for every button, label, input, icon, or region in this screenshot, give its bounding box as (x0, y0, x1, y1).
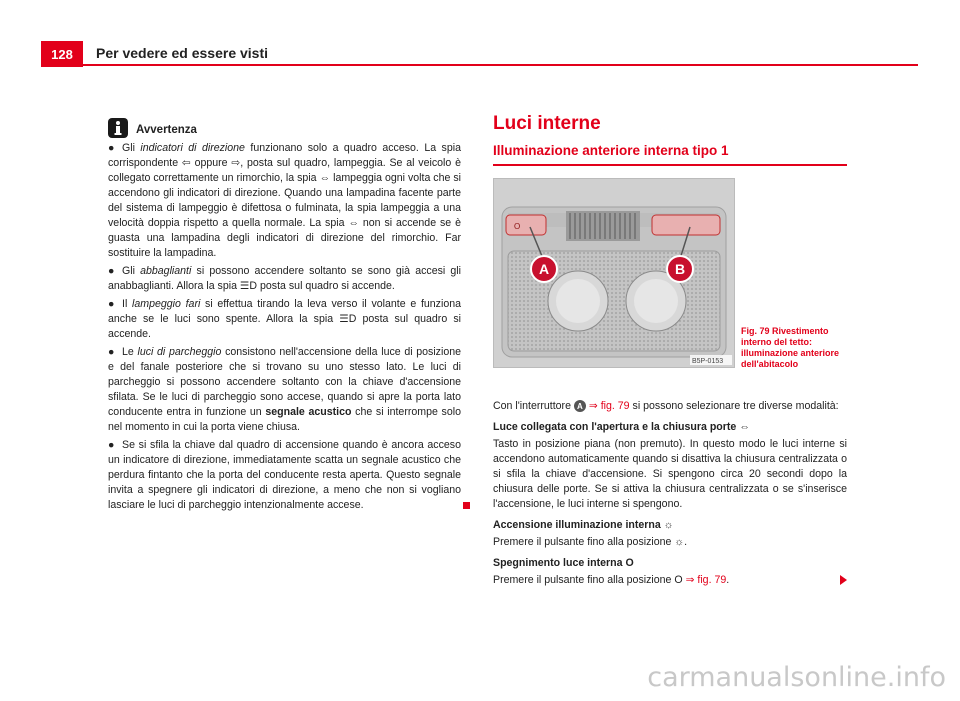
svg-text:A: A (538, 261, 550, 277)
intro-paragraph: Con l'interruttore A ⇒ fig. 79 si possono selezionare tre diverse modalità: (493, 400, 839, 412)
section-title: Luci interne (493, 113, 601, 134)
note-bullet: ● Gli abbaglianti si possono accendere soltanto se sono già accesi gli anabbaglianti. Allora la spia ☰D posta sul quadro si accende. (108, 265, 461, 292)
mode-title: Luce collegata con l'apertura e la chiusura porte ⇔ (493, 421, 750, 433)
svg-text:O: O (514, 222, 521, 231)
figure-link[interactable]: ⇒ fig. 79 (685, 574, 727, 586)
mode-text: Premere il pulsante fino alla posizione O ⇒ fig. 79. (493, 573, 847, 588)
mode-title: Spegnimento luce interna O (493, 557, 634, 569)
page-title: Per vedere ed essere visti (96, 45, 269, 61)
section-subtitle: Illuminazione anteriore interna tipo 1 (493, 143, 847, 166)
continue-arrow-icon (840, 575, 847, 585)
svg-text:B: B (674, 261, 686, 277)
note-header (108, 118, 461, 138)
figure-block (493, 178, 847, 393)
header-rule (83, 64, 918, 66)
mode-title: Accensione illuminazione interna ☼ (493, 519, 674, 531)
note-bullet: ● Il lampeggio fari si effettua tirando la leva verso il volante e funziona anche se le luci sono spente. Allora la spia ☰D posta sul quadro si accende. (108, 298, 461, 340)
ceiling-light-illustration (494, 179, 734, 367)
figure-caption: Fig. 79 Rivestimento interno del tetto: illuminazione anteriore dell'abitacolo (741, 326, 840, 369)
page-number: 128 (41, 41, 83, 67)
note-bullet: ● Gli indicatori di direzione funzionano solo a quadro acceso. La spia corrispondente ⇦ oppure ⇨, posta sul quadro, lampeggia. Se al veicolo è collegato correttamente un rimorchio, la spia ⇔ lampeggia ogni volta che si accendono gli indicatori di direzione. Quando una lampadina facente parte del sistema di lampeggio è difettosa o fulminata, la spia lampeggia a una velocità doppia rispetto a quella normale. La spia ⇔ non si accende se è guasta una lampadina degli indicatori di direzione del rimorchio. Far sostituire la lampadina. (108, 142, 461, 259)
figure-link[interactable]: ⇒ fig. 79 (588, 400, 630, 412)
end-mark (463, 502, 470, 509)
note-bullet: ● Le luci di parcheggio consistono nell'accensione della luce di posizione e del fanale posteriore che si trovano su uno stesso lato. Le luci di parcheggio si possono accendere soltanto con la chiave d'accensione sfilata. Se le luci di parcheggio sono accese, quando si apre la porta lato conducente entra in funzione un segnale acustico che si interrompe solo nel momento in cui la porta viene chiusa. (108, 346, 462, 433)
note-title: Avvertenza (136, 124, 197, 136)
ref-badge-a: A (574, 400, 586, 412)
note-column (108, 118, 461, 513)
note-bullet: ● Se si sfila la chiave dal quadro di accensione quando è ancora acceso un indicatore di direzione, immediatamente scatta un segnale acustico che perdura fintanto che la porta del conducente resta aperta. Questo segnale invita a spegnere gli indicatori di direzione, a meno che non si vogliano lasciare le luci di parcheggio intenzionalmente accese. (108, 438, 461, 513)
info-icon (108, 118, 128, 138)
figure-79 (493, 178, 735, 368)
mode-text: Premere il pulsante fino alla posizione ☼. (493, 536, 688, 548)
mode-text: Tasto in posizione piana (non premuto). In questo modo le luci interne si accendono automaticamente quando si disattiva la chiusura centralizzata o si sfila la chiave d'accensione. Si spengono circa 20 secondi dopo la chiusura delle porte. Se si attiva la chiusura centralizzata o se s'inserisce l'accensione, le luci interne si spengono. (493, 438, 847, 510)
section-column (493, 113, 847, 588)
figure-code: B5P-0153 (692, 358, 724, 365)
watermark: carmanualsonline.info (647, 662, 946, 693)
